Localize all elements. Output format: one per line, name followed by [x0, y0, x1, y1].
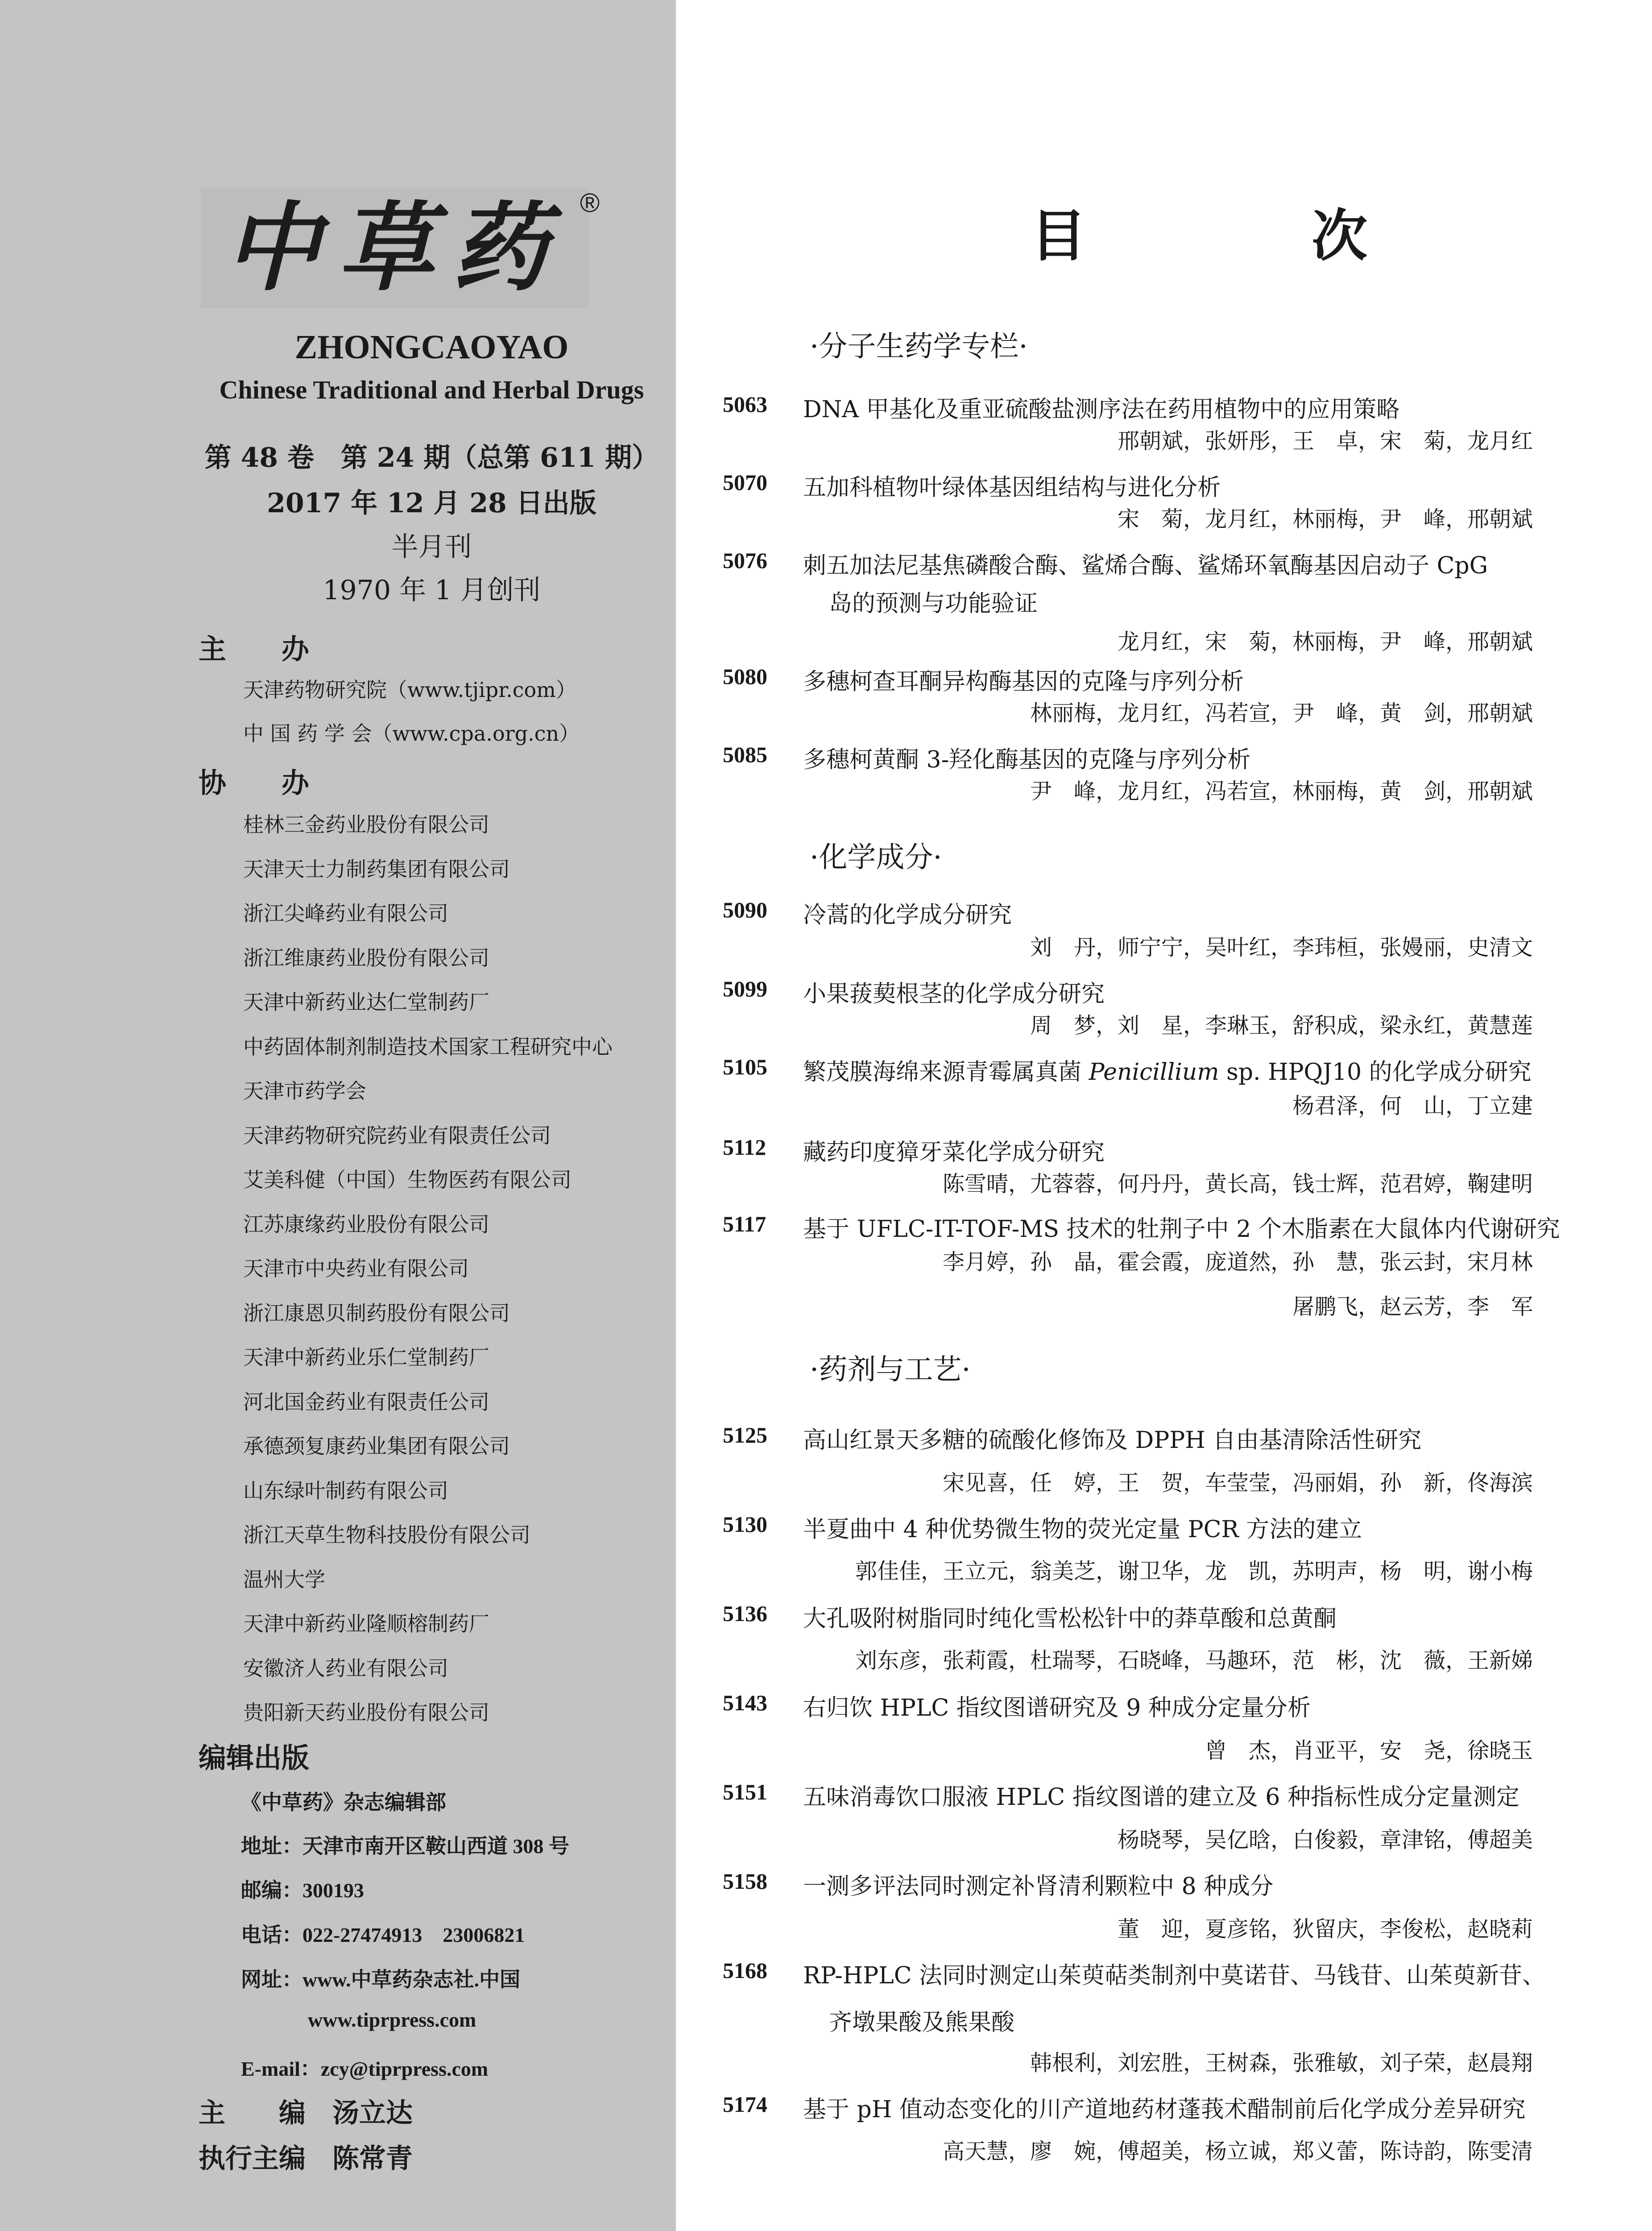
toc-article-title[interactable]: 右归饮 HPLC 指纹图谱研究及 9 种成分定量分析: [803, 1695, 1311, 1721]
co-sponsor-item: 浙江康恩贝制药股份有限公司: [243, 1301, 510, 1325]
co-sponsor-item: 安徽济人药业有限公司: [243, 1656, 448, 1680]
toc-title: 目 次: [1031, 204, 1452, 269]
co-sponsor-item: 温州大学: [243, 1567, 325, 1592]
toc-article-title[interactable]: 齐墩果酸及熊果酸: [829, 2009, 1015, 2036]
co-sponsor-item: 江苏康缘药业股份有限公司: [243, 1212, 489, 1236]
co-sponsor-item: 天津市中央药业有限公司: [243, 1256, 469, 1281]
toc-page-number[interactable]: 5090: [723, 897, 767, 922]
toc-article-authors: 邢朝斌，张妍彤，王 卓，宋 菊，龙月红: [1117, 428, 1533, 454]
logo-text: 中草药: [224, 191, 566, 304]
toc-page-number[interactable]: 5151: [723, 1779, 767, 1804]
co-sponsor-item: 浙江天草生物科技股份有限公司: [243, 1523, 530, 1547]
co-sponsor-item: 天津中新药业乐仁堂制药厂: [243, 1345, 489, 1369]
toc-page-number[interactable]: 5130: [723, 1512, 767, 1537]
executive-editor: 执行主编 陈常青: [199, 2143, 413, 2174]
co-sponsor-item: 天津中新药业达仁堂制药厂: [243, 990, 489, 1014]
toc-article-title[interactable]: 多穗柯黄酮 3-羟化酶基因的克隆与序列分析: [803, 746, 1251, 773]
toc-page-number[interactable]: 5099: [723, 976, 767, 1001]
co-sponsor-item: 桂林三金药业股份有限公司: [243, 813, 489, 837]
editorial-item: 地址：天津市南开区鞍山西道 308 号: [241, 1835, 569, 1858]
toc-article-authors: 杨晓琴，吴亿晗，白俊毅，章津铭，傅超美: [1117, 1827, 1533, 1853]
pub-date: 2017 年 12 月 28 日出版: [267, 488, 596, 519]
english-name: ZHONGCAOYAO: [294, 328, 569, 366]
sponsor-label: 主 办: [199, 633, 310, 665]
toc-page-number[interactable]: 5158: [723, 1869, 767, 1894]
co-sponsor-item: 天津市药学会: [243, 1079, 366, 1103]
toc-article-authors: 李月婷，孙 晶，霍会霞，庞道然，孙 慧，张云封，宋月林: [942, 1249, 1533, 1275]
editorial-item: 《中草药》杂志编辑部: [241, 1791, 446, 1814]
toc-article-authors: 刘东彦，张莉霞，杜瑞琴，石晓峰，马趣环，范 彬，沈 薇，王新娣: [855, 1648, 1533, 1673]
toc-article-authors: 宋 菊，龙月红，林丽梅，尹 峰，邢朝斌: [1117, 506, 1533, 532]
toc-page-number[interactable]: 5136: [723, 1601, 767, 1626]
editorial-item: 网址：www.中草药杂志社.中国: [241, 1968, 521, 1991]
toc-page-number[interactable]: 5105: [723, 1054, 767, 1079]
co-sponsor-label: 协 办: [199, 767, 310, 799]
toc-section-heading: ·化学成分·: [810, 841, 942, 874]
toc-article-title[interactable]: DNA 甲基化及重亚硫酸盐测序法在药用植物中的应用策略: [803, 396, 1400, 423]
co-sponsor-item: 天津天士力制药集团有限公司: [243, 857, 510, 881]
toc-article-title[interactable]: 岛的预测与功能验证: [829, 590, 1038, 617]
toc-page-number[interactable]: 5063: [723, 392, 767, 417]
toc-page-number[interactable]: 5125: [723, 1422, 767, 1447]
co-sponsor-item: 河北国金药业有限责任公司: [243, 1389, 489, 1414]
founded: 1970 年 1 月创刊: [323, 575, 541, 606]
toc-article-authors: 宋见喜，任 婷，王 贺，车莹莹，冯丽娟，孙 新，佟海滨: [942, 1470, 1533, 1496]
editorial-item: 电话：022-27474913 23006821: [241, 1924, 525, 1946]
toc-article-title[interactable]: 刺五加法尼基焦磷酸合酶、鲨烯合酶、鲨烯环氧酶基因启动子 CpG: [803, 552, 1488, 579]
co-sponsor-item: 山东绿叶制药有限公司: [243, 1478, 448, 1503]
toc-title-part: 繁茂膜海绵来源青霉属真菌: [803, 1059, 1089, 1086]
journal-logo: [201, 187, 589, 308]
frequency: 半月刊: [391, 531, 472, 563]
toc-article-title[interactable]: 多穗柯查耳酮异构酶基因的克隆与序列分析: [803, 668, 1244, 695]
toc-article-title[interactable]: [803, 1053, 1532, 1086]
toc-article-authors: 屠鹏飞，赵云芳，李 军: [1292, 1294, 1533, 1319]
toc-section-heading: ·药剂与工艺·: [810, 1353, 971, 1386]
co-sponsor-item: 天津药物研究院药业有限责任公司: [243, 1123, 551, 1148]
toc-article-title[interactable]: RP-HPLC 法同时测定山茱萸萜类制剂中莫诺苷、马钱苷、山茱萸新苷、: [803, 1962, 1546, 1989]
toc-article-authors: 韩根利，刘宏胜，王树森，张雅敏，刘子荣，赵晨翔: [1030, 2050, 1533, 2076]
editorial-label: 编辑出版: [199, 1742, 310, 1774]
english-subtitle: Chinese Traditional and Herbal Drugs: [219, 375, 644, 404]
co-sponsor-item: 承德颈复康药业集团有限公司: [243, 1434, 510, 1458]
toc-article-authors: 刘 丹，师宁宁，吴叶红，李玮桓，张嫚丽，史清文: [1030, 935, 1533, 960]
toc-article-title[interactable]: 五加科植物叶绿体基因组结构与进化分析: [803, 474, 1221, 501]
toc-article-authors: 龙月红，宋 菊，林丽梅，尹 峰，邢朝斌: [1117, 629, 1533, 655]
toc-article-title[interactable]: 一测多评法同时测定补肾清利颗粒中 8 种成分: [803, 1873, 1274, 1900]
editorial-item: E-mail：zcy@tiprpress.com: [241, 2057, 489, 2080]
toc-article-title[interactable]: 半夏曲中 4 种优势微生物的荧光定量 PCR 方法的建立: [803, 1516, 1362, 1543]
toc-section-heading: ·分子生药学专栏·: [810, 330, 1028, 363]
sidebar: [0, 0, 676, 2231]
toc-article-authors: 杨君泽，何 山，丁立建: [1292, 1093, 1533, 1119]
toc-page-number[interactable]: 5143: [723, 1690, 767, 1715]
toc-article-title[interactable]: 小果菝葜根茎的化学成分研究: [803, 981, 1105, 1008]
co-sponsor-item: 中药固体制剂制造技术国家工程研究中心: [243, 1034, 613, 1059]
toc-article-authors: 陈雪晴，尤蓉蓉，何丹丹，黄长高，钱士辉，范君婷，鞠建明: [942, 1171, 1533, 1197]
toc-article-title[interactable]: 五味消毒饮口服液 HPLC 指纹图谱的建立及 6 种指标性成分定量测定: [803, 1784, 1520, 1811]
toc-page-number[interactable]: 5174: [723, 2092, 767, 2117]
toc-page-number[interactable]: 5117: [723, 1211, 766, 1236]
toc-article-title[interactable]: 冷蒿的化学成分研究: [803, 902, 1012, 929]
co-sponsor-item: 天津中新药业隆顺榕制药厂: [243, 1612, 489, 1636]
toc-article-authors: 曾 杰，肖亚平，安 尧，徐晓玉: [1205, 1738, 1533, 1763]
editorial-item: www.tiprpress.com: [308, 2008, 476, 2031]
toc-article-title[interactable]: 高山红景天多糖的硫酸化修饰及 DPPH 自由基清除活性研究: [803, 1427, 1422, 1454]
toc-article-title[interactable]: 基于 UFLC-IT-TOF-MS 技术的牡荆子中 2 个木脂素在大鼠体内代谢研究: [803, 1216, 1560, 1243]
registered-mark: ®: [580, 188, 600, 218]
toc-title-italic: Penicillium: [1089, 1059, 1219, 1086]
co-sponsor-item: 贵阳新天药业股份有限公司: [243, 1700, 489, 1725]
chief-editor: 主 编 汤立达: [199, 2098, 413, 2129]
toc-article-title[interactable]: 基于 pH 值动态变化的川产道地药材蓬莪术醋制前后化学成分差异研究: [803, 2096, 1526, 2123]
toc-article-title[interactable]: 大孔吸附树脂同时纯化雪松松针中的莽草酸和总黄酮: [803, 1605, 1337, 1632]
toc-article-authors: 郭佳佳，王立元，翁美芝，谢卫华，龙 凯，苏明声，杨 明，谢小梅: [855, 1559, 1533, 1584]
co-sponsor-item: 艾美科健（中国）生物医药有限公司: [243, 1168, 571, 1192]
sponsor-item: 中 国 药 学 会（www.cpa.org.cn）: [243, 722, 580, 746]
sponsor-item: 天津药物研究院（www.tjipr.com）: [243, 678, 576, 702]
toc-title-part: sp. HPQJ10 的化学成分研究: [1219, 1059, 1532, 1086]
toc-article-title[interactable]: 藏药印度獐牙菜化学成分研究: [803, 1139, 1105, 1166]
co-sponsor-item: 浙江尖峰药业有限公司: [243, 901, 448, 925]
editorial-item: 邮编：300193: [241, 1879, 364, 1902]
toc-article-authors: 周 梦，刘 星，李琳玉，舒积成，梁永红，黄慧莲: [1030, 1013, 1533, 1038]
volume-info: 第 48 卷 第 24 期（总第 611 期）: [204, 442, 659, 473]
toc-page-number[interactable]: 5085: [723, 742, 767, 767]
toc-article-authors: 林丽梅，龙月红，冯若宣，尹 峰，黄 剑，邢朝斌: [1030, 701, 1533, 726]
toc-page-number[interactable]: 5112: [723, 1135, 766, 1160]
toc-article-authors: 尹 峰，龙月红，冯若宣，林丽梅，黄 剑，邢朝斌: [1030, 779, 1533, 804]
toc-article-authors: 董 迎，夏彦铭，狄留庆，李俊松，赵晓莉: [1117, 1916, 1533, 1942]
toc-page-number[interactable]: 5168: [723, 1958, 767, 1983]
co-sponsor-item: 浙江维康药业股份有限公司: [243, 945, 489, 970]
toc-article-authors: 高天慧，廖 婉，傅超美，杨立诚，郑义蕾，陈诗韵，陈雯清: [942, 2139, 1533, 2164]
toc-page-number[interactable]: 5076: [723, 548, 767, 573]
toc-page-number[interactable]: 5080: [723, 664, 767, 689]
toc-page-number[interactable]: 5070: [723, 470, 767, 495]
